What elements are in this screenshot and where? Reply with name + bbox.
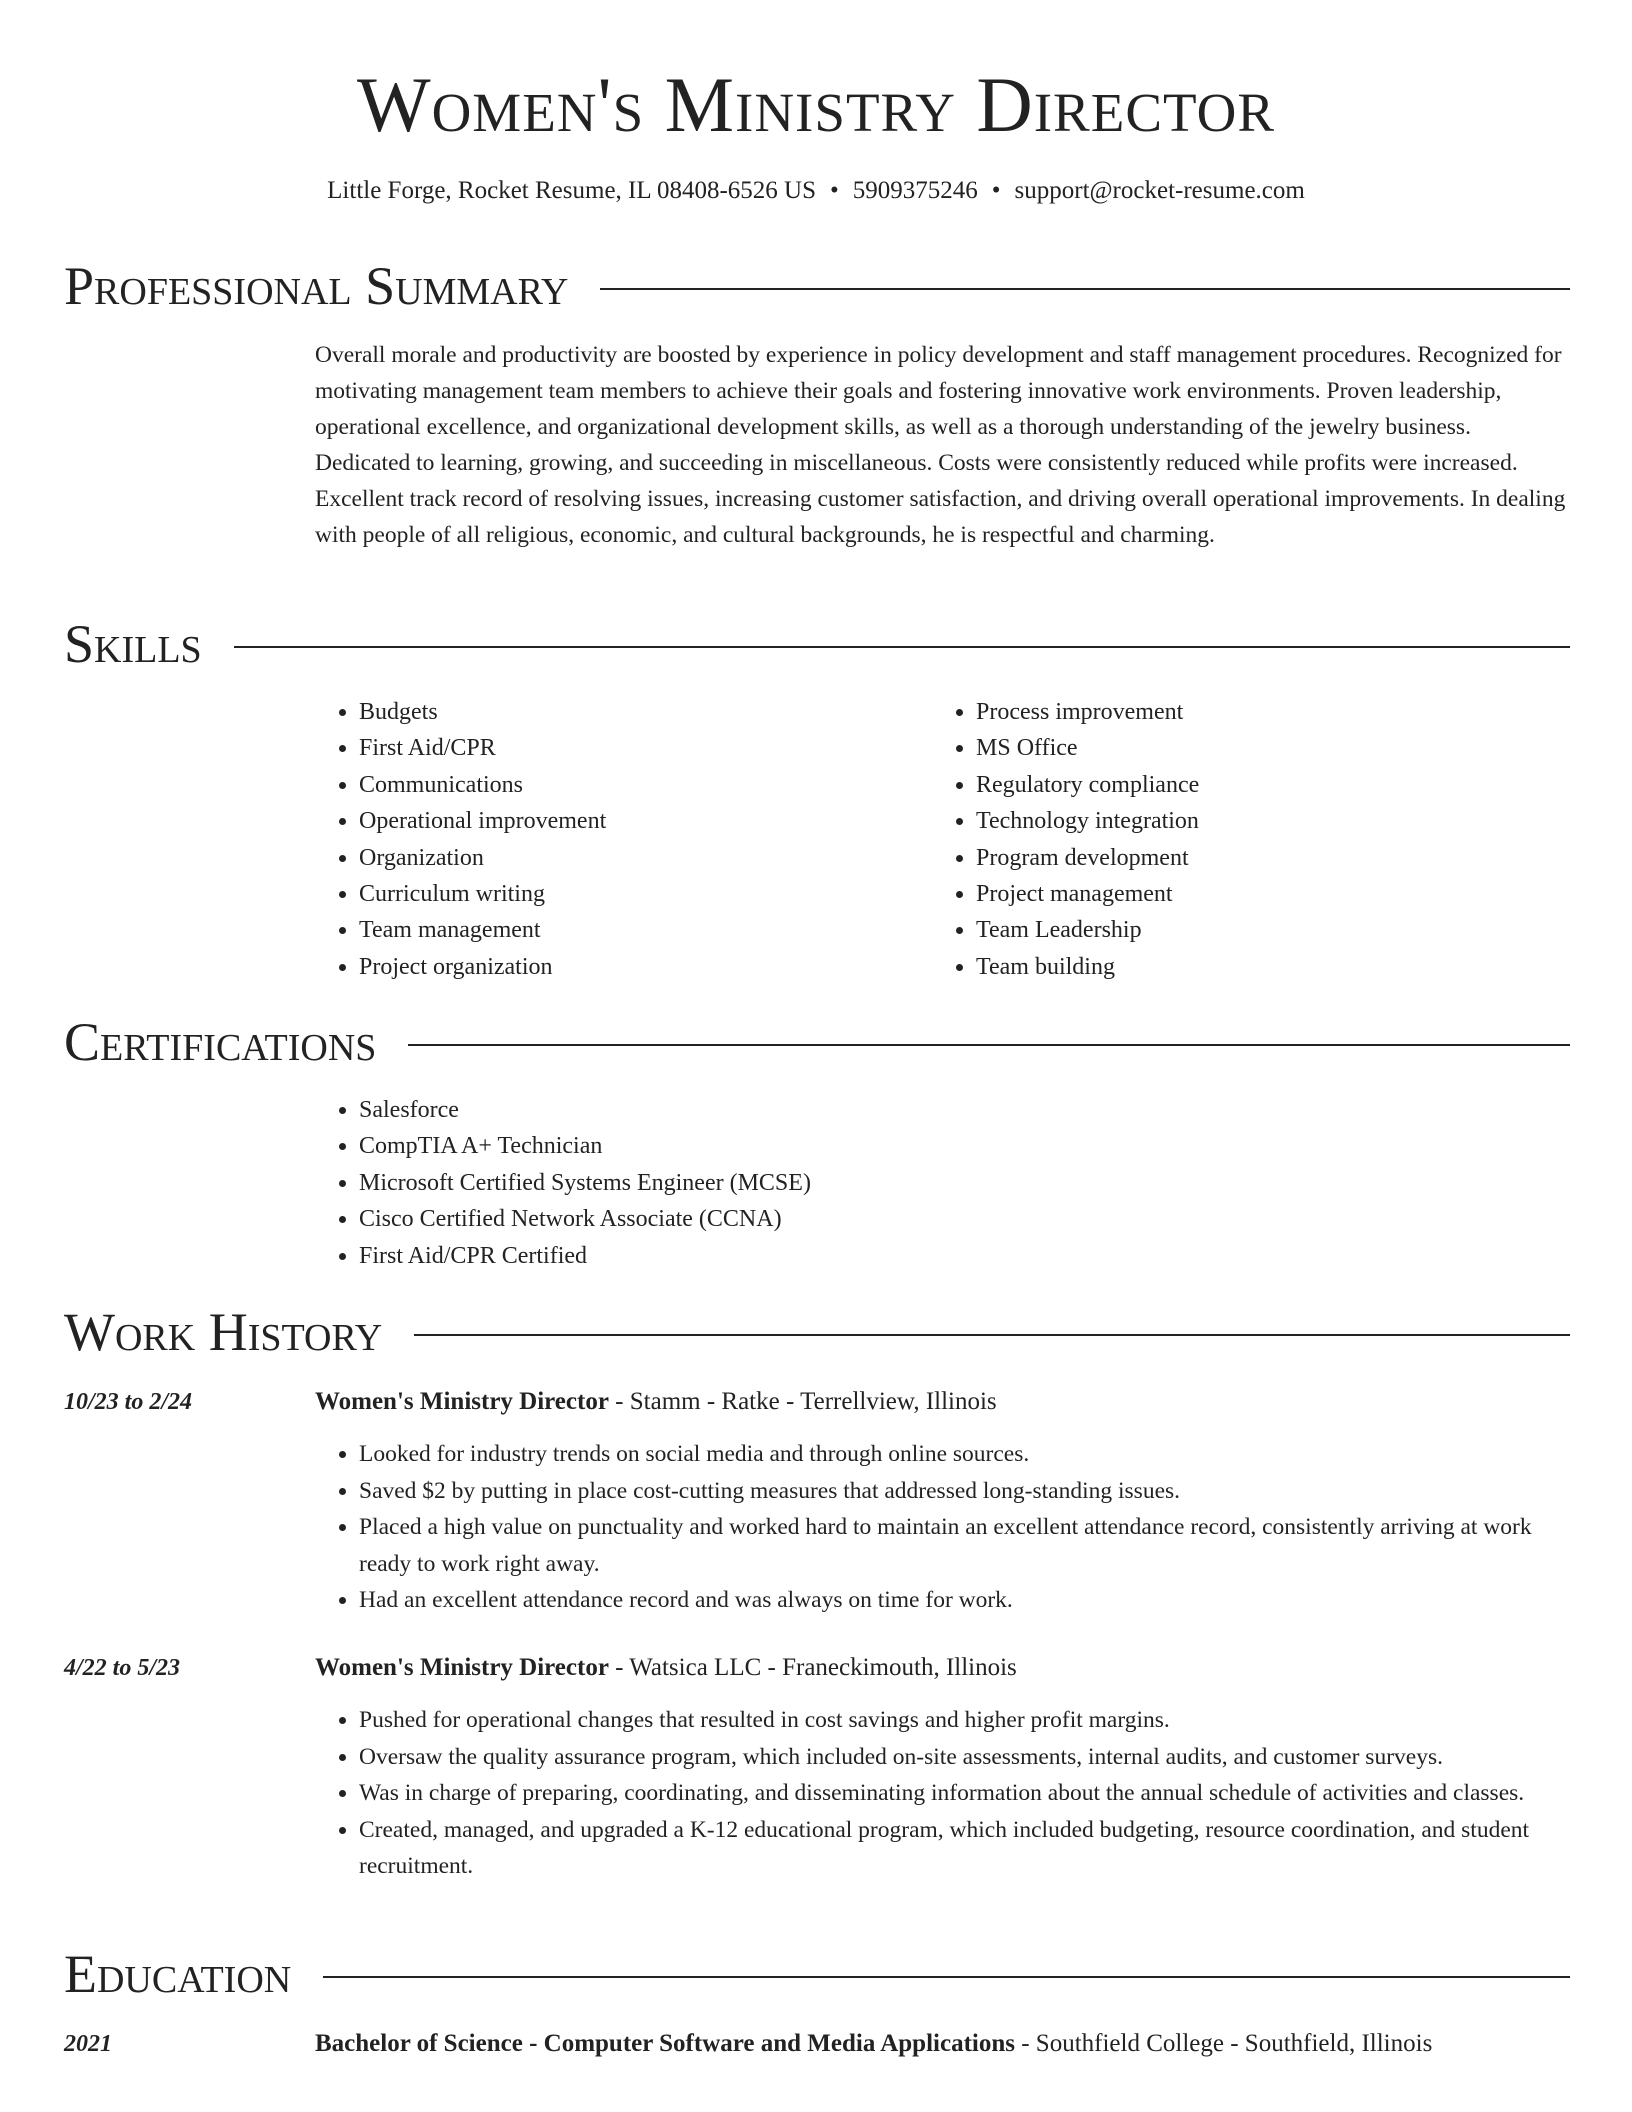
list-item: • Process improvement <box>976 694 1576 730</box>
job-employer: - Watsica LLC - Franeckimouth, Illinois <box>608 1654 1017 1681</box>
job-bullets <box>315 1436 1570 1619</box>
job-bullets <box>315 1702 1570 1885</box>
job-title: Women's Ministry Director <box>315 1654 609 1681</box>
section-divider <box>600 288 1570 290</box>
list-item: • Organization <box>359 840 919 876</box>
list-item: • Created, managed, and upgraded a K-12 educational program, which included budgeting, resource coordination, and student recruitment. <box>359 1812 1570 1885</box>
section-header-work-history <box>64 1300 1570 1364</box>
section-title: Skills <box>64 614 202 674</box>
section-title: Professional Summary <box>64 256 569 316</box>
list-item: • Technology integration <box>976 803 1576 839</box>
separator: • <box>830 177 839 204</box>
education-year: 2021 <box>64 2031 112 2057</box>
section-title: Work History <box>64 1302 383 1362</box>
list-item: • Communications <box>359 767 919 803</box>
list-item: • CompTIA A+ Technician <box>359 1128 1614 1164</box>
phone: 5909375246 <box>852 177 978 204</box>
list-item: • Regulatory compliance <box>976 767 1576 803</box>
summary-text: Overall morale and productivity are boosted by experience in policy development and staff management procedures. Recognized for motivating management team members to achieve their goals and fostering innovative work environments. Proven leadership, operational excellence, and organizational development skills, as well as a thorough understanding of the jewelry business. Dedicated to learning, growing, and succeeding in miscellaneous. Costs were consistently reduced while profits were increased. Excellent track record of resolving issues, increasing customer satisfaction, and driving overall operational improvements. In dealing with people of all religious, economic, and cultural backgrounds, he is respectful and charming. <box>315 342 1566 548</box>
list-item: • Team Leadership <box>976 912 1576 948</box>
list-item: • Placed a high value on punctuality and worked hard to maintain an excellent attendance record, consistently arriving at work ready to work right away. <box>359 1509 1570 1582</box>
list-item: • Looked for industry trends on social media and through online sources. <box>359 1436 1570 1473</box>
list-item: • Budgets <box>359 694 919 730</box>
section-header-skills <box>64 612 1570 676</box>
list-item: • Salesforce <box>359 1092 1614 1128</box>
list-item: • Pushed for operational changes that resulted in cost savings and higher profit margins. <box>359 1702 1570 1739</box>
certifications-list <box>315 1092 1614 1274</box>
education-heading <box>315 2026 1570 2062</box>
section-title: Education <box>64 1944 292 2004</box>
list-item: • First Aid/CPR Certified <box>359 1238 1614 1274</box>
job-dates: 10/23 to 2/24 <box>64 1389 193 1415</box>
job-heading <box>315 1650 1570 1686</box>
skills-list-right <box>932 694 1576 985</box>
job-dates: 4/22 to 5/23 <box>64 1655 181 1681</box>
section-header-certifications <box>64 1010 1570 1074</box>
skills-list-left <box>315 694 919 985</box>
list-item: • Oversaw the quality assurance program, which included on-site assessments, internal audits, and customer surveys. <box>359 1739 1570 1776</box>
list-item: • Team management <box>359 912 919 948</box>
list-item: • Program development <box>976 840 1576 876</box>
section-title: Certifications <box>64 1012 377 1072</box>
email: support@rocket-resume.com <box>1014 177 1305 204</box>
resume-title: Women's Ministry Director <box>356 61 1276 148</box>
section-divider <box>234 646 1570 648</box>
section-header-education <box>64 1942 1570 2006</box>
list-item: • Cisco Certified Network Associate (CCNA) <box>359 1201 1614 1237</box>
list-item: • MS Office <box>976 730 1576 766</box>
list-item: • Operational improvement <box>359 803 919 839</box>
section-divider <box>408 1044 1570 1046</box>
list-item: • Had an excellent attendance record and was always on time for work. <box>359 1582 1570 1619</box>
list-item: • Was in charge of preparing, coordinating, and disseminating information about the annual schedule of activities and classes. <box>359 1775 1570 1812</box>
section-header-summary <box>64 254 1570 318</box>
list-item: • Curriculum writing <box>359 876 919 912</box>
education-degree: Bachelor of Science - Computer Software and Media Applications <box>315 2030 1015 2057</box>
job-title: Women's Ministry Director <box>315 1388 609 1415</box>
section-divider <box>323 1976 1570 1978</box>
separator: • <box>991 177 1001 204</box>
list-item: • Project management <box>976 876 1576 912</box>
education-school: - Southfield College - Southfield, Illinois <box>1014 2030 1433 2057</box>
list-item: • Project organization <box>359 949 919 985</box>
list-item: • Saved $2 by putting in place cost-cutting measures that addressed long-standing issues. <box>359 1473 1570 1510</box>
job-heading <box>315 1384 1570 1420</box>
contact-line <box>0 174 1632 208</box>
list-item: • Microsoft Certified Systems Engineer (MCSE) <box>359 1165 1614 1201</box>
address: Little Forge, Rocket Resume, IL 08408-6526 US <box>327 177 816 204</box>
job-employer: - Stamm - Ratke - Terrellview, Illinois <box>608 1388 997 1415</box>
section-divider <box>414 1334 1570 1336</box>
list-item: • Team building <box>976 949 1576 985</box>
list-item: • First Aid/CPR <box>359 730 919 766</box>
